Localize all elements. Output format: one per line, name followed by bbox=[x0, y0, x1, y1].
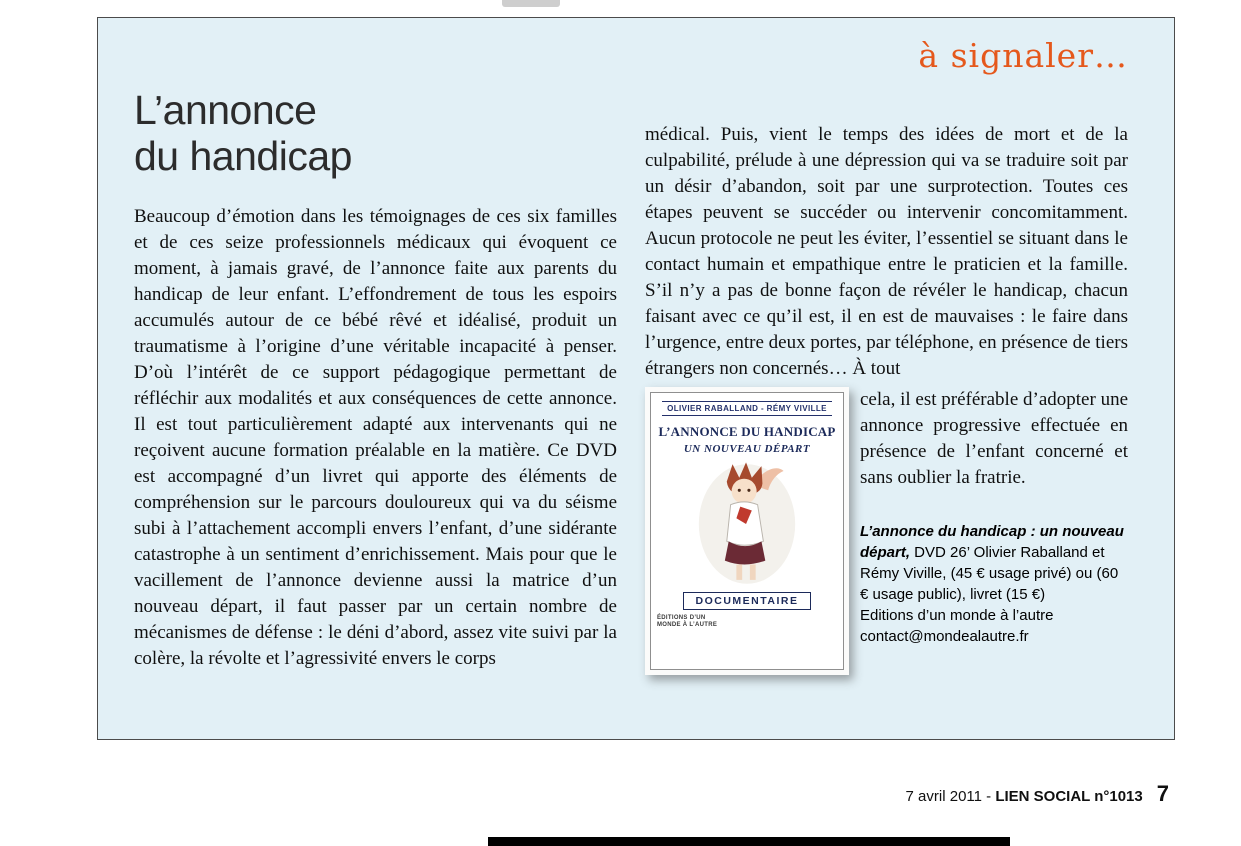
article-title-line1: L’annonce bbox=[134, 87, 317, 133]
dvd-subtitle: UN NOUVEAU DÉPART bbox=[683, 443, 811, 455]
dvd-authors: OLIVIER RABALLAND - RÉMY VIVILLE bbox=[662, 401, 832, 416]
dvd-genre: DOCUMENTAIRE bbox=[683, 592, 812, 610]
media-row bbox=[645, 387, 1128, 675]
article-columns bbox=[134, 78, 1128, 675]
article-text-right: médical. Puis, vient le temps des idées de mort et de la culpabilité, prélude à une dépression qui va se traduire soit par un désir d’abandon, soit par une surprotection. Toutes ces étapes peuvent se succéder ou intervenir concomitamment. Aucun protocole ne peut les éviter, l’essentiel se situant dans le contact humain et empathique entre le praticien et la famille. S’il n’y a pas de bonne façon de révéler le handicap, chacun faisant avec ce qu’il est, il en est de mauvaises : le faire dans l’urgence, entre deux portes, par téléphone, en présence de tiers étrangers non concernés… À tout bbox=[645, 124, 1128, 379]
column-left bbox=[134, 78, 617, 675]
page-footer bbox=[906, 781, 1169, 807]
caption-details: DVD 26’ Olivier Raballand et Rémy Viville, (45 € usage privé) ou (60 € usage public), livret (15 €) bbox=[860, 544, 1119, 603]
footer-page-number: 7 bbox=[1156, 781, 1169, 806]
article-title bbox=[134, 88, 617, 180]
footer-date: 7 avril 2011 - bbox=[905, 788, 996, 805]
caption-email: contact@mondealautre.fr bbox=[860, 628, 1029, 645]
caption-title: L’annonce du handicap : un nouveau départ, bbox=[860, 523, 1124, 561]
dvd-caption bbox=[860, 521, 1128, 647]
article-text-left: Beaucoup d’émotion dans les témoignages de ces six familles et de ces seize professionnels médicaux qui évoquent ce moment, à jamais gravé, de l’annonce faite aux parents du handicap de leur enfant. L’effondrement de tous les espoirs accumulés autour de ce bébé rêvé et idéalisé, produit un traumatisme à l’origine d’une véritable incapacité à penser. D’où l’intérêt de ce support pédagogique permettant de réfléchir aux modalités et aux conséquences de cette annonce. Il est tout particulièrement adapté aux intervenants qui ne reçoivent aucune formation préalable en la matière. Ce DVD est accompagné d’un livret qui apporte des éléments de compréhension sur le parcours douloureux qui va du séisme subi à l’attachement accompli envers l’enfant, d’une sidérante catastrophe à un sentiment d’enrichissement. Mais pour que le vacillement de l’annonce devienne aussi la matrice d’un nouveau départ, il faut passer par un certain nombre de mécanismes de défense : le déni d’abord, assez vite suivi par la colère, la révolte et l’agressivité envers le corps bbox=[134, 205, 617, 669]
caption-publisher: Editions d’un monde à l’autre bbox=[860, 607, 1054, 624]
section-label: à signaler… bbox=[918, 36, 1128, 75]
dvd-illustration bbox=[694, 460, 800, 588]
column-right bbox=[645, 78, 1128, 675]
article-panel bbox=[97, 17, 1175, 740]
dvd-cover-inner bbox=[650, 392, 844, 670]
article-title-line2: du handicap bbox=[134, 132, 352, 179]
scan-artifact-top bbox=[502, 0, 560, 7]
media-text bbox=[860, 387, 1128, 675]
dvd-cover bbox=[645, 387, 849, 675]
scan-artifact-bottom bbox=[488, 837, 1010, 846]
dvd-publisher-logo: ÉDITIONS D’UN MONDE À L’AUTRE bbox=[657, 615, 718, 628]
footer-journal: LIEN SOCIAL n°1013 bbox=[995, 788, 1143, 805]
dvd-title: L’ANNONCE DU HANDICAP bbox=[658, 424, 836, 439]
article-text-wrap: cela, il est préférable d’adopter une annonce progressive effectuée en présence de l’enfant concerné et sans oublier la fratrie. bbox=[860, 389, 1128, 488]
